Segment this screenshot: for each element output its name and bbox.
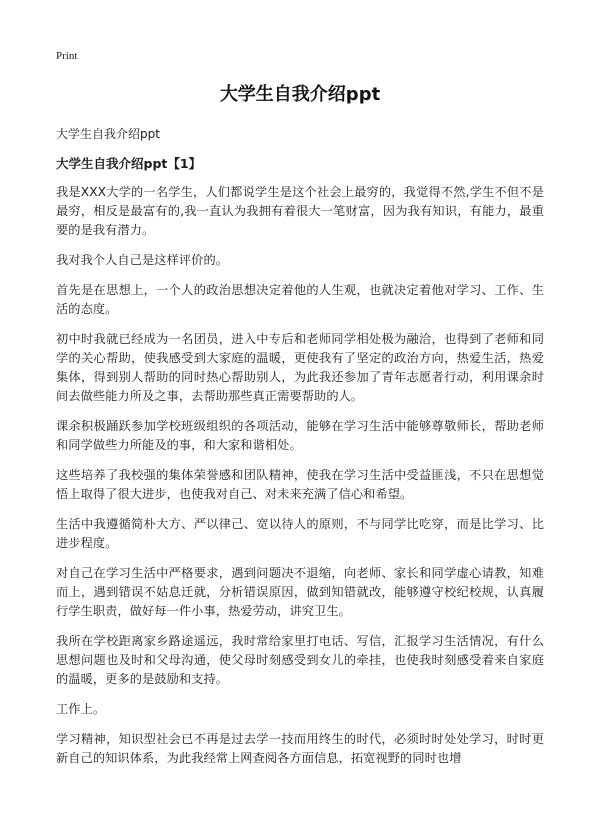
section-heading: 大学生自我介绍ppt【1】	[56, 156, 202, 171]
paragraph: 这些培养了我校强的集体荣誉感和团队精神，使我在学习生活中受益匪浅，不只在思想觉悟上取得了很大进步，也使我对自己、对未来充满了信心和希望。	[56, 468, 544, 501]
paragraph: 对自己在学习生活中严格要求，遇到问题决不退缩，向老师、家长和同学虚心请教，知难而上，遇到错误不姑息迁就，分析错误原因，做到知错就改，能够遵守校纪校规，认真履行学生职责，做好每一件小事，热爱劳动，讲究卫生。	[56, 566, 544, 618]
paragraph: 我对我个人自己是这样评价的。	[56, 253, 229, 267]
paragraph: 课余积极踊跃参加学校班级组织的各项活动，能够在学习生活中能够尊敬师长，帮助老师和同学做些力所能及的事，和大家和谐相处。	[56, 419, 544, 452]
page-title: 大学生自我介绍ppt	[219, 84, 381, 105]
subtitle: 大学生自我介绍ppt	[56, 127, 160, 141]
paragraph: 工作上。	[56, 702, 106, 716]
paragraph: 初中时我就已经成为一名团员，进入中专后和老师同学相处极为融洽，也得到了老师和同学的关心帮助，使我感受到大家庭的温暖，更使我有了坚定的政治方向，热爱生活，热爱集体，得到别人帮助的同时热心帮助别人，为此我还参加了青年志愿者行动，利用课余时间去做些能力所及之事，去帮助那些真正需要帮助的人。	[56, 332, 544, 403]
paragraph: 我所在学校距离家乡路途遥远，我时常给家里打电话、写信，汇报学习生活情况，有什么思想问题也及时和父母沟通，使父母时刻感受到女儿的牵挂，也使我时刻感受着来自家庭的温暖，更多的是鼓励和支持。	[56, 634, 544, 686]
paragraph: 生活中我遵循简朴大方、严以律己、宽以待人的原则，不与同学比吃穿，而是比学习、比进步程度。	[56, 517, 544, 550]
paragraph: 学习精神，知识型社会已不再是过去学一技而用终生的时代，必须时时处处学习，时时更新自己的知识体系，为此我经常上网查阅各方面信息，拓宽视野的同时也增	[56, 732, 544, 765]
print-label: Print	[56, 50, 78, 62]
paragraph: 我是XXX大学的一名学生，人们都说学生是这个社会上最穷的，我觉得不然,学生不但不是最穷，相反是最富有的,我一直认为我拥有着很大一笔财富，因为我有知识，有能力，最重要的是我有潜力。	[56, 185, 544, 237]
paragraph: 首先是在思想上，一个人的政治思想决定着他的人生观，也就决定着他对学习、工作、生活的态度。	[56, 283, 544, 316]
